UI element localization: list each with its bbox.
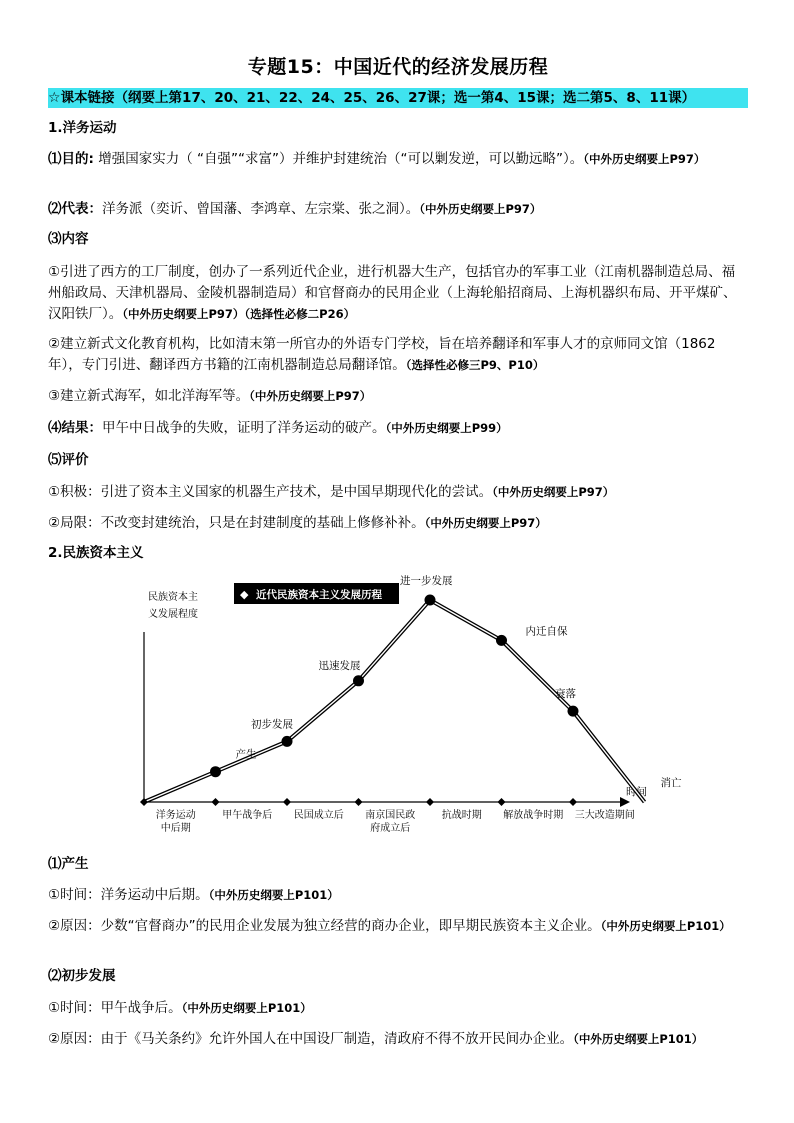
x-tick <box>498 798 506 806</box>
point-label: 进一步发展 <box>400 575 453 587</box>
y-axis-label-2: 义发展程度 <box>148 609 198 620</box>
ref-citation: （中外历史纲要上P97） <box>419 202 542 216</box>
ref-citation: （中外历史纲要上P101） <box>208 888 339 902</box>
x-tick-label: 府成立后 <box>370 823 411 834</box>
data-point <box>425 595 436 606</box>
x-tick <box>355 798 363 806</box>
point-label: 衰落 <box>555 688 576 701</box>
x-tick-label: 洋务运动 <box>155 810 196 821</box>
data-point <box>282 736 293 747</box>
x-tick-label: 甲午战争后 <box>222 810 273 821</box>
data-point <box>568 706 579 717</box>
section-heading-1: 1.洋务运动 <box>48 120 117 136</box>
ref-citation: （中外历史纲要上P97） <box>424 516 547 530</box>
subheading-initial-development: ⑵初步发展 <box>48 968 116 984</box>
section-heading-2: 2.民族资本主义 <box>48 545 144 561</box>
subheading-evaluation: ⑸评价 <box>48 452 89 468</box>
page-title: 专题15：中国近代的经济发展历程 <box>247 56 549 78</box>
x-tick <box>426 798 434 806</box>
diamond-icon: ◆ <box>240 588 249 601</box>
para-evaluation-1: ①积极：引进了资本主义国家的机器生产技术，是中国早期现代化的尝试。（中外历史纲要上P97） <box>48 484 615 500</box>
ref-citation: （选择性必修三P9、P10） <box>405 358 545 372</box>
data-point <box>496 635 507 646</box>
ref-citation: （中外历史纲要上P97） <box>492 485 615 499</box>
para-content-2: ②建立新式文化教育机构，比如清末第一所官办的外语专门学校，旨在培养翻译和军事人才的京师同文馆（1862年），专门引进、翻译西方书籍的江南机器制造总局翻译馆。（选择性必修三P9、P10） <box>48 336 716 373</box>
textbook-link-banner <box>48 88 748 108</box>
x-tick <box>212 798 220 806</box>
point-label: 初步发展 <box>251 718 293 731</box>
x-axis-label: 时间 <box>626 786 647 798</box>
data-point <box>210 766 221 777</box>
ref-citation: （中外历史纲要上P97）（选择性必修二P26） <box>122 307 356 321</box>
chart-title-box <box>234 583 399 604</box>
para-development-cause: ②原因：由于《马关条约》允许外国人在中国设厂制造，清政府不得不放开民间办企业。（中外历史纲要上P101） <box>48 1031 704 1047</box>
point-label: 迅速发展 <box>318 659 361 672</box>
para-content-1: ①引进了西方的工厂制度，创办了一系列近代企业，进行机器大生产，包括官办的军事工业（江南机器制造总局、福州船政局、天津机器局、金陵机器制造局）和官督商办的民用企业（上海轮船招商局、上海机器织布局、开平煤矿、汉阳铁厂）。（中外历史纲要上P97）（选择性必修二P26） <box>48 264 737 322</box>
banner-text: 课本链接（纲要上第17、20、21、22、24、25、26、27课；选一第4、15课；选二第5、8、11课） <box>60 90 696 106</box>
para-emergence-cause: ②原因：少数“官督商办”的民用企业发展为独立经营的商办企业，即早期民族资本主义企业。（中外历史纲要上P101） <box>48 918 731 934</box>
x-tick-label: 南京国民政 <box>365 810 416 821</box>
para-evaluation-2: ②局限：不改变封建统治，只是在封建制度的基础上修修补补。（中外历史纲要上P97） <box>48 515 547 531</box>
para-content-3: ③建立新式海军，如北洋海军等。（中外历史纲要上P97） <box>48 388 372 404</box>
ref-citation: （中外历史纲要上P101） <box>600 919 731 933</box>
ref-citation: （中外历史纲要上P99） <box>385 421 508 435</box>
x-tick-label: 抗战时期 <box>441 810 482 821</box>
subheading-emergence: ⑴产生 <box>48 856 89 872</box>
x-tick <box>569 798 577 806</box>
star-icon: ☆ <box>48 90 61 106</box>
capitalism-development-chart <box>130 570 682 850</box>
x-tick <box>283 798 291 806</box>
ref-citation: （中外历史纲要上P101） <box>181 1001 312 1015</box>
x-tick-label: 解放战争时期 <box>503 810 564 821</box>
point-label: 消亡 <box>660 777 682 789</box>
para-result: ⑷结果：甲午中日战争的失败，证明了洋务运动的破产。（中外历史纲要上P99） <box>48 420 508 436</box>
chart-title: 近代民族资本主义发展历程 <box>256 589 382 601</box>
para-purpose: ⑴目的: 增强国家实力（ “自强”“求富”）并维护封建统治（“可以剿发逆，可以勤远略”）。（中外历史纲要上P97） <box>48 151 706 167</box>
point-label: 内迁自保 <box>525 625 568 638</box>
para-emergence-time: ①时间：洋务运动中后期。（中外历史纲要上P101） <box>48 887 339 903</box>
ref-citation: （中外历史纲要上P97） <box>249 389 372 403</box>
x-tick-label: 三大改造期间 <box>574 810 635 821</box>
x-tick-label: 民国成立后 <box>293 810 344 821</box>
subheading-content: ⑶内容 <box>48 231 89 247</box>
ref-citation: （中外历史纲要上P101） <box>573 1032 704 1046</box>
point-label: 产生 <box>235 748 257 761</box>
para-representatives: ⑵代表：洋务派（奕䜣、曾国藩、李鸿章、左宗棠、张之洞）。（中外历史纲要上P97） <box>48 201 542 217</box>
y-axis-label: 民族资本主 <box>148 592 198 603</box>
x-tick-label: 中后期 <box>160 823 191 834</box>
para-development-time: ①时间：甲午战争后。（中外历史纲要上P101） <box>48 1000 312 1016</box>
data-point <box>353 675 364 686</box>
chart-marks <box>140 574 682 834</box>
ref-citation: （中外历史纲要上P97） <box>583 152 706 166</box>
